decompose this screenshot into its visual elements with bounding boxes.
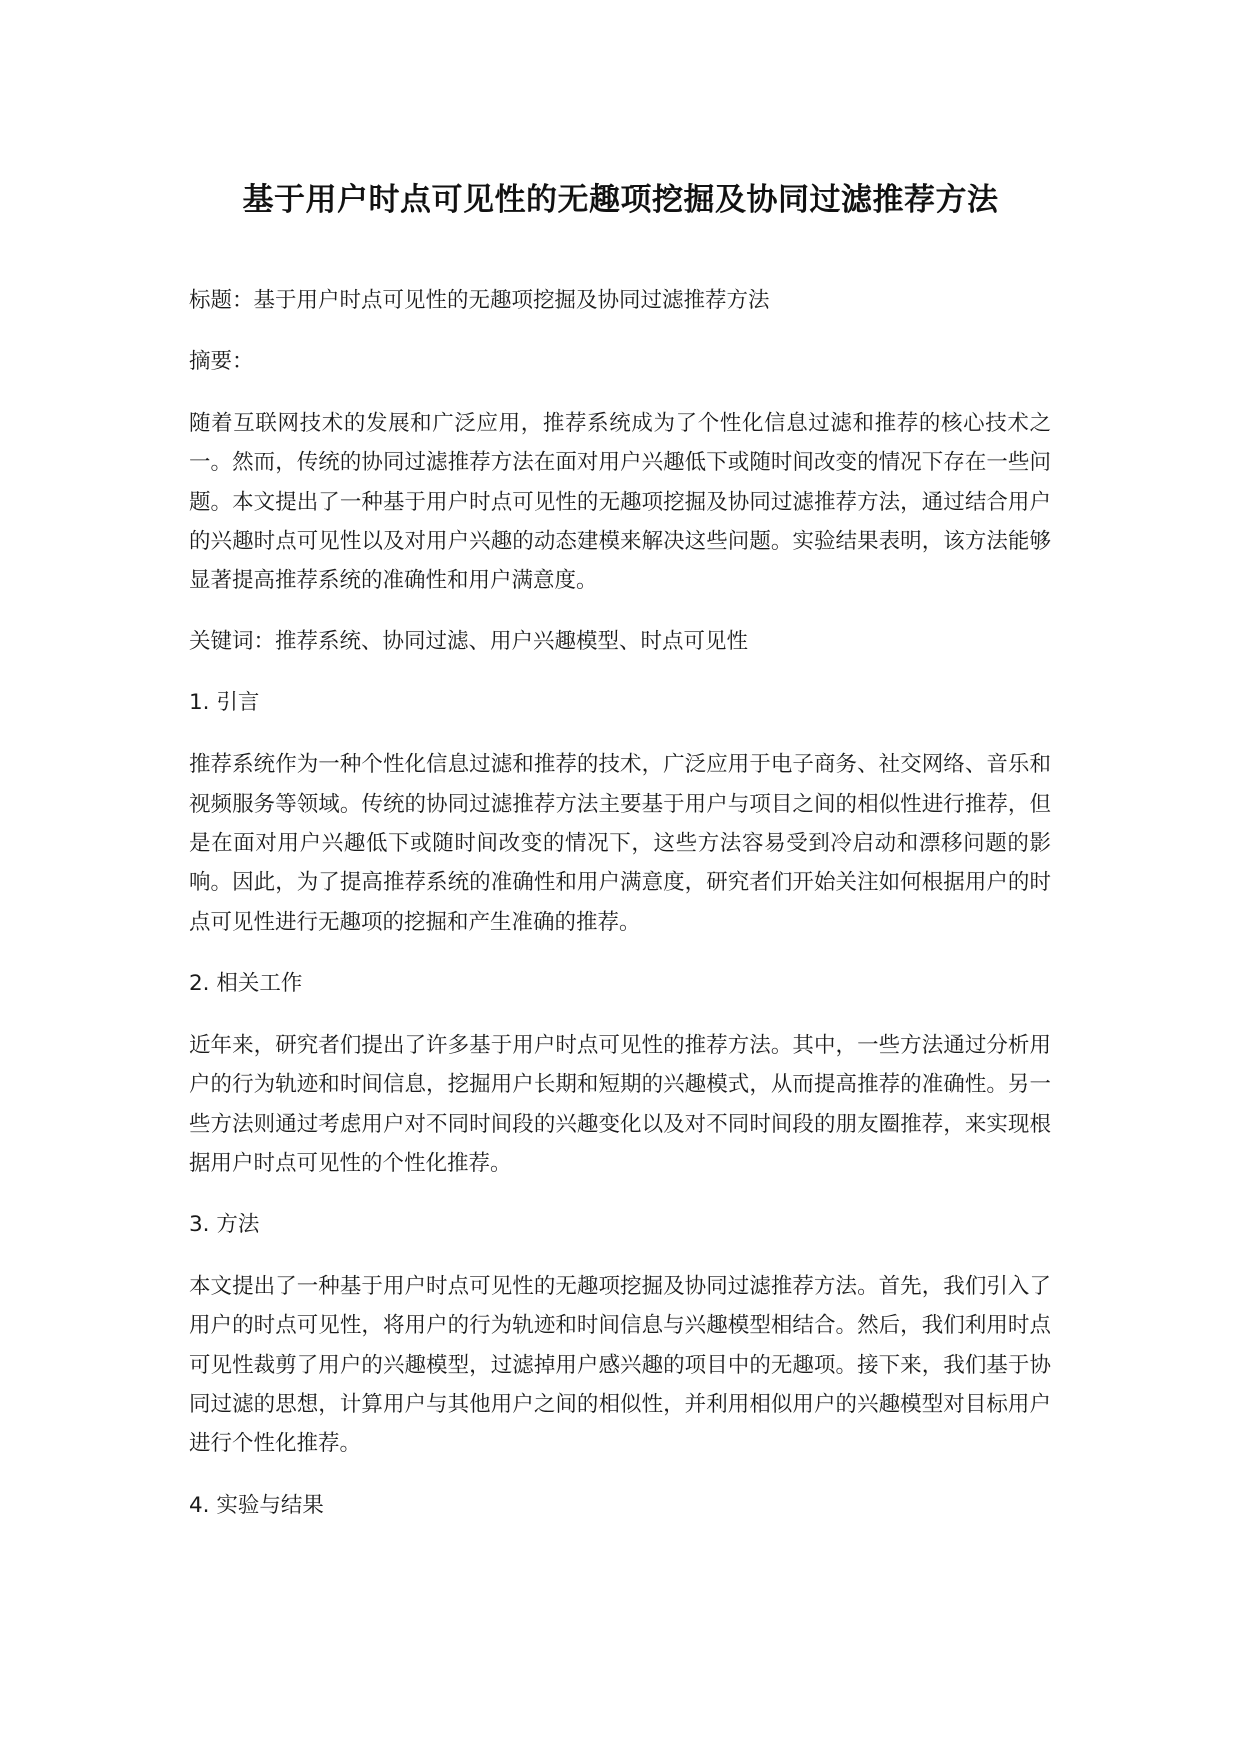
- section-heading-experiments: 4. 实验与结果: [189, 1492, 324, 1518]
- document-body: [189, 282, 1051, 1548]
- section-paragraph-introduction: 推荐系统作为一种个性化信息过滤和推荐的技术，广泛应用于电子商务、社交网络、音乐和视频服务等领域。传统的协同过滤推荐方法主要基于用户与项目之间的相似性进行推荐，但是在面对用户兴趣低下或随时间改变的情况下，这些方法容易受到冷启动和漂移问题的影响。因此，为了提高推荐系统的准确性和用户满意度，研究者们开始关注如何根据用户的时点可见性进行无趣项的挖掘和产生准确的推荐。: [189, 752, 1051, 935]
- section-heading-related-work: 2. 相关工作: [189, 970, 303, 996]
- keywords-value: 推荐系统、协同过滤、用户兴趣模型、时点可见性: [275, 629, 749, 655]
- document-title: 基于用户时点可见性的无趣项挖掘及协同过滤推荐方法: [242, 182, 999, 218]
- keywords-label: 关键词：: [189, 629, 276, 655]
- section-heading-introduction: 1. 引言: [189, 690, 260, 716]
- section-paragraph-related-work: 近年来，研究者们提出了许多基于用户时点可见性的推荐方法。其中，一些方法通过分析用户的行为轨迹和时间信息，挖掘用户长期和短期的兴趣模式，从而提高推荐的准确性。另一些方法则通过考虑用户对不同时间段的兴趣变化以及对不同时间段的朋友圈推荐，来实现根据用户时点可见性的个性化推荐。: [189, 1032, 1051, 1176]
- title-line-label: 标题：: [189, 288, 254, 313]
- section-paragraph-method: 本文提出了一种基于用户时点可见性的无趣项挖掘及协同过滤推荐方法。首先，我们引入了用户的时点可见性，将用户的行为轨迹和时间信息与兴趣模型相结合。然后，我们利用时点可见性裁剪了用户的兴趣模型，过滤掉用户感兴趣的项目中的无趣项。接下来，我们基于协同过滤的思想，计算用户与其他用户之间的相似性，并利用相似用户的兴趣模型对目标用户进行个性化推荐。: [189, 1274, 1051, 1457]
- title-line-value: 基于用户时点可见性的无趣项挖掘及协同过滤推荐方法: [253, 288, 770, 313]
- title-line: [189, 282, 1051, 320]
- abstract-paragraph: 随着互联网技术的发展和广泛应用，推荐系统成为了个性化信息过滤和推荐的核心技术之一。然而，传统的协同过滤推荐方法在面对用户兴趣低下或随时间改变的情况下存在一些问题。本文提出了一种基于用户时点可见性的无趣项挖掘及协同过滤推荐方法，通过结合用户的兴趣时点可见性以及对用户兴趣的动态建模来解决这些问题。实验结果表明，该方法能够显著提高推荐系统的准确性和用户满意度。: [189, 411, 1051, 594]
- section-heading-method: 3. 方法: [189, 1212, 260, 1238]
- keywords-line: [189, 623, 1051, 661]
- abstract-label: 摘要：: [189, 349, 254, 374]
